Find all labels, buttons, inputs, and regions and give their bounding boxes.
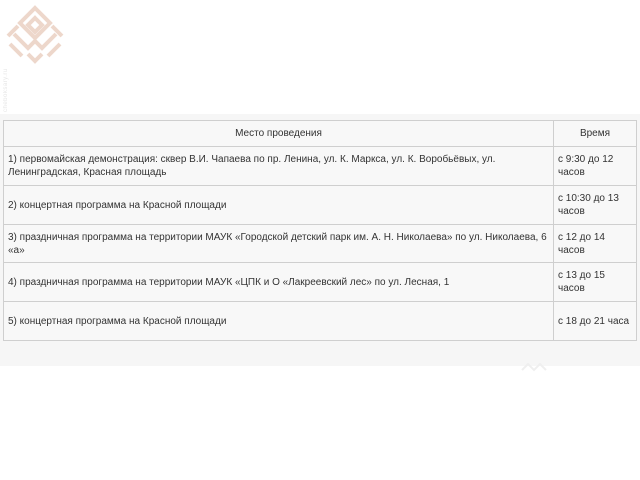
cell-time: с 10:30 до 13 часов [554,186,637,225]
cell-place: 1) первомайская демонстрация: сквер В.И. Чапаева по пр. Ленина, ул. К. Маркса, ул. К. Воробьёвых, ул. Ленинградская, Красная площадь [4,147,554,186]
cell-time: с 13 до 15 часов [554,263,637,302]
cell-place: 5) концертная программа на Красной площади [4,302,554,341]
side-caption: cheboksary.ru [3,68,9,112]
header-place: Место проведения [4,121,554,147]
schedule-table [3,120,637,341]
table-row [4,302,637,341]
cell-place: 3) праздничная программа на территории МАУК «Городской детский парк им. А. Н. Николаева» по ул. Николаева, 6 «а» [4,225,554,263]
cell-time: с 18 до 21 часа [554,302,637,341]
chuvash-ornament-logo-icon [4,4,66,66]
cell-place: 4) праздничная программа на территории МАУК «ЦПК и О «Лакреевский лес» по ул. Лесная, 1 [4,263,554,302]
table-row [4,186,637,225]
cell-time: с 12 до 14 часов [554,225,637,263]
table-row [4,225,637,263]
table-row [4,147,637,186]
cell-place: 2) концертная программа на Красной площади [4,186,554,225]
header-time: Время [554,121,637,147]
table-row [4,263,637,302]
table-header-row [4,121,637,147]
faint-ornament-icon [520,360,550,372]
content-panel [0,114,640,366]
cell-time: с 9:30 до 12 часов [554,147,637,186]
